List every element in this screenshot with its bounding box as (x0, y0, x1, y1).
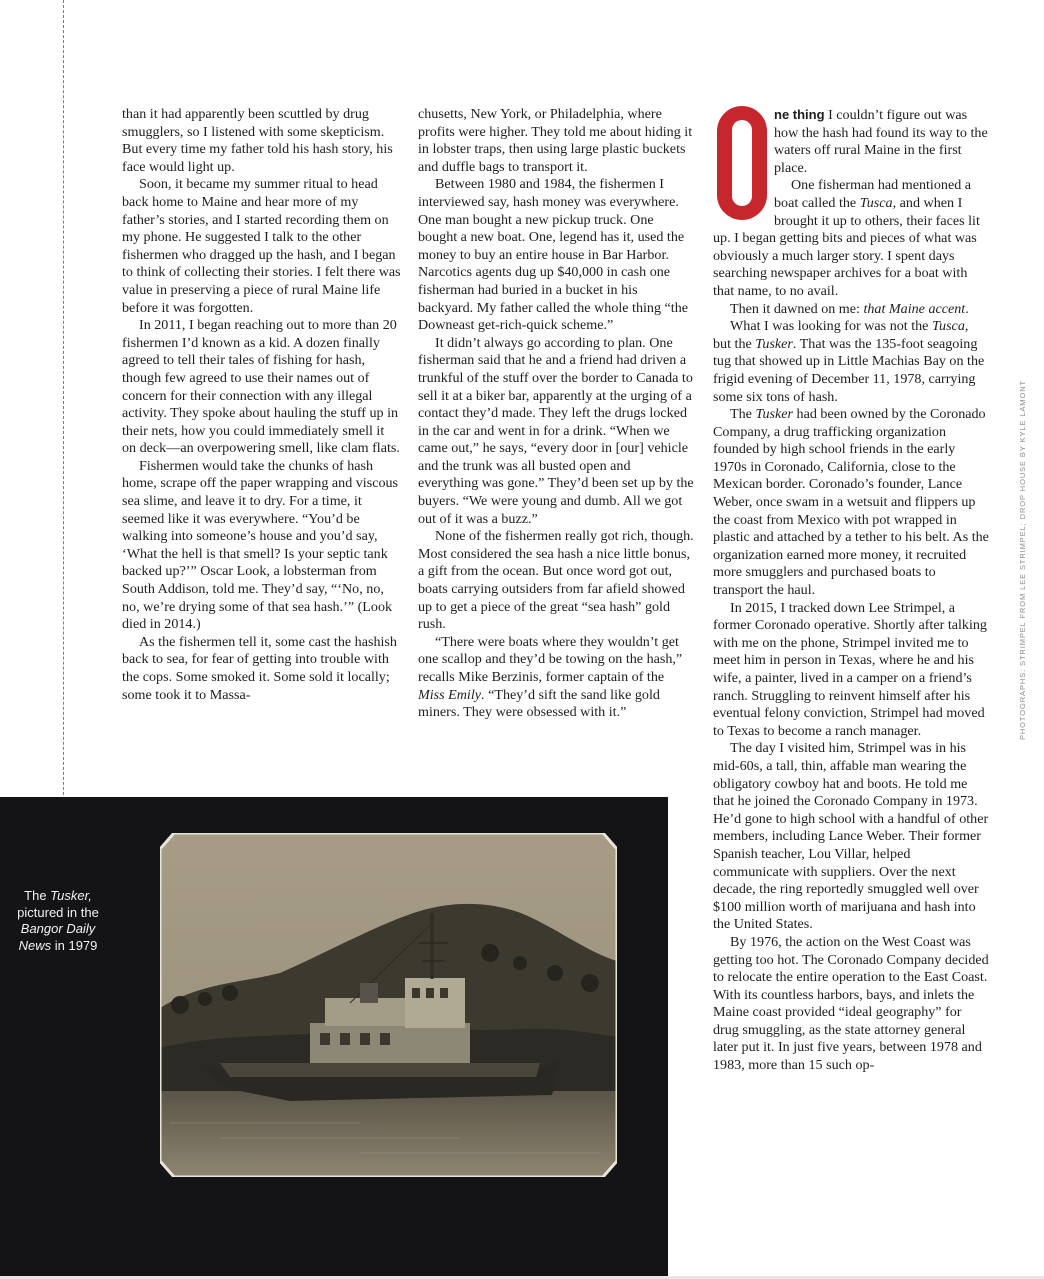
paragraph: chusetts, New York, or Philadelphia, where profits were higher. They told me about hiding it in lobster traps, then using large plastic buckets and duffle bags to transport it. (418, 106, 693, 175)
paragraph: As the fishermen tell it, some cast the hashish back to sea, for fear of getting into trouble with the cops. Some smoked it. Some sold it locally; some took it to Massa- (122, 633, 397, 703)
paragraph: Between 1980 and 1984, the fishermen I interviewed say, hash money was everywhere. One man bought a new pickup truck. One bought a new boat. One, legend has it, used the money to buy an entire house in Bar Harbor. Narcotics agents dug up $40,000 in cash one fisherman had buried in a bucket in his backyard. My father called the whole thing “the Downeast get-rich-quick scheme.” (418, 176, 689, 334)
article-column-1 (122, 106, 401, 704)
svg-text:O: O (717, 106, 718, 107)
paragraph: By 1976, the action on the West Coast was getting too hot. The Coronado Company decided to relocate the entire operation to the East Coast. With its countless harbors, bays, and inlets the Maine coast provided “ideal geography” for drug smuggling, as the state attorney general later put it. In just five years, between 1978 and 1983, more than 15 such op- (713, 933, 989, 1074)
lead-in: ne thing (774, 107, 825, 122)
paragraph: The Tusker had been owned by the Coronado Company, a drug trafficking organization founded by high school friends in the early 1970s in Coronado, California, close to the Mexican border. Coronado’s founder, Lance Weber, once swam in a wetsuit and flippers up the coast from Mexico with pot wrapped in plastic and attached by a tether to his belt. As the organization earned more money, it recruited more smugglers and purchased boats to transport the haul. (713, 406, 989, 599)
photo-credit: PHOTOGRAPHS: STRIMPEL FROM LEE STRIMPEL; DROP HOUSE BY KYLE LAMONT (1018, 380, 1027, 741)
paragraph: Then it dawned on me: that Maine accent. (730, 300, 969, 317)
paragraph: In 2011, I began reaching out to more than 20 fishermen I’d known as a kid. A dozen finally agreed to tell their tales of fishing for hash, though few agreed to use their names out of concern for their connection with any illegal activity. They spoke about hauling the stuff up in their nets, how you could immediately smell it on deck—an overpowering smell, like clam flats. (122, 317, 400, 457)
paragraph: than it had apparently been scuttled by drug smugglers, so I listened with some skepticism. But every time my father told his hash story, his face would light up. (122, 106, 393, 175)
paragraph: Soon, it became my summer ritual to head back home to Maine and hear more of my father’s stories, and I started recording them on my phone. He suggested I talk to the other fishermen who dragged up the hash, and I began to think of collecting their stories. I felt there was value in preserving a piece of rural Maine life before it was forgotten. (122, 176, 401, 316)
paragraph: “There were boats where they wouldn’t get one scallop and they’d be towing on the hash,” recalls Mike Berzinis, former captain of the Miss Emily. “They’d sift the sand like gold miners. They were obsessed with it.” (418, 633, 683, 721)
article-column-3 (713, 106, 989, 1075)
drop-cap-letter (717, 106, 767, 220)
paragraph: One fisherman had mentioned a boat called the Tusca, and when I brought it up to others, their faces lit up. I began getting bits and pieces of what was obviously a much larger story. I spent days searching newspaper archives for a boat with that name, to no avail. (713, 177, 980, 299)
paragraph: None of the fishermen really got rich, though. Most considered the sea hash a nice little bonus, a gift from the ocean. But once word got out, boats carrying outsiders from far afield showed up to get a piece of the great “sea hash” gold rush. (418, 528, 694, 633)
paragraph: Fishermen would take the chunks of hash home, scrape off the paper wrapping and viscous sea slime, and leave it to dry. For a time, it seemed like it was everywhere. “You’d be walking into someone’s house and you’d say, ‘What the hell is that smell? Is your septic tank backed up?’” Oscar Look, a lobsterman from South Addison, told me. They’d say, “‘No, no, no, we’re drying some of that sea hash.’” (Look died in 2014.) (122, 457, 399, 633)
paragraph: It didn’t always go according to plan. One fisherman said that he and a friend had driven a trunkful of the stuff over the border to Canada to sell it at a biker bar, apparently at the urging of a contact they’d made. They left the drugs locked in the car and went in for a drink. “When we came out,” he says, “every door in [our] vehicle and the trunk was all busted open and everything was gone.” They’d been set up by the buyers. “We were young and dumb. All we got out of it was a buzz.” (418, 334, 694, 527)
paragraph: What I was looking for was not the Tusca, but the Tusker. That was the 135-foot seagoing tug that showed up in Little Machias Bay on the frigid evening of December 11, 1978, carrying some six tons of hash. (713, 318, 985, 405)
tusker-photo (160, 833, 617, 1177)
article-column-2 (418, 106, 694, 722)
photo-caption: The Tusker, pictured in the Bangor Daily News in 1979 (17, 888, 99, 953)
paragraph: O ne thing I couldn’t figure out was how the hash had found its way to the waters off rural Maine in the first place. (713, 106, 989, 177)
margin-guide-line (63, 0, 64, 830)
paragraph: The day I visited him, Strimpel was in his mid-60s, a tall, thin, affable man wearing the obligatory cowboy hat and boots. He told me that he joined the Coronado Company in 1973. He’d gone to high school with a handful of other members, including Lance Weber. Their former Spanish teacher, Lou Villar, helped communicate with suppliers. Over the next decade, the ring reportedly smuggled well over $100 million worth of marijuana and hash into the United States. (713, 740, 989, 933)
paragraph: In 2015, I tracked down Lee Strimpel, a former Coronado operative. Shortly after talking with me on the phone, Strimpel invited me to meet him in person in Texas, where he and his wife, a painter, lived in a camper on a friend’s ranch. Struggling to reinvent himself after his eventual felony conviction, Strimpel had moved to Texas to become a ranch manager. (713, 599, 987, 739)
